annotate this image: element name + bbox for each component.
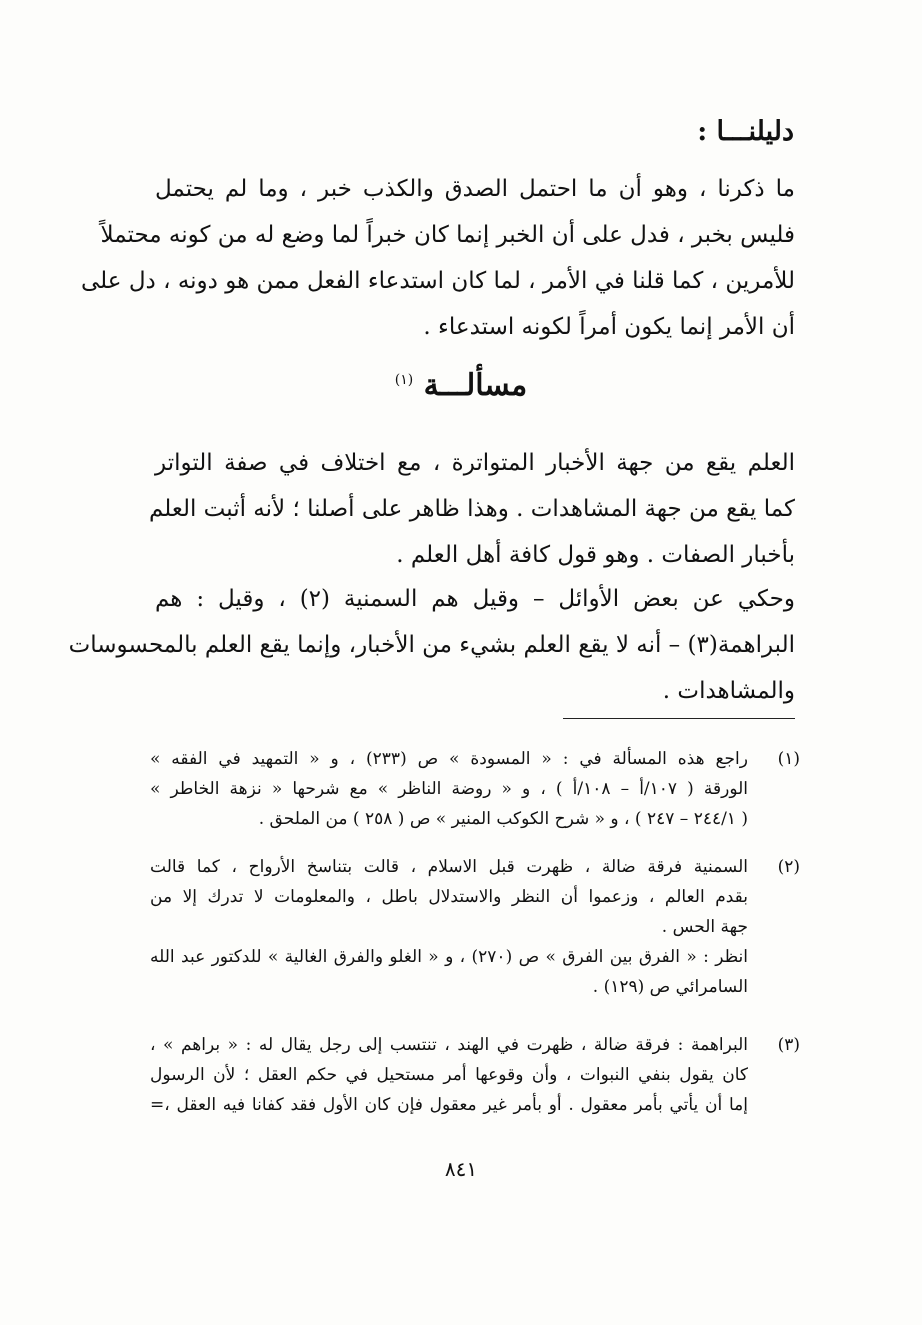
footnote-line: البراهمة : فرقة ضالة ، ظهرت في الهند ، تنتسب إلى رجل يقال له : « براهم » ،	[150, 1035, 748, 1055]
footnote-number: (٣)	[777, 1035, 800, 1055]
footnote-2	[150, 852, 800, 1002]
footnote-line: الورقة ( ١٠٧/أ – ١٠٨/أ ) ، و « روضة الناظر » مع شرحها « نزهة الخاطر »	[150, 779, 749, 799]
footnote-line: السامرائي ص (١٢٩) .	[592, 977, 748, 997]
text-line: للأمرين ، كما قلنا في الأمر ، لما كان استدعاء الفعل ممن هو دونه ، دل على	[81, 268, 795, 294]
text-line: ما ذكرنا ، وهو أن ما احتمل الصدق والكذب خبر ، وما لم يحتمل	[155, 176, 795, 202]
opinions-paragraph	[68, 576, 795, 714]
footnote-3	[150, 1030, 800, 1120]
evidence-paragraph	[81, 166, 795, 350]
footnote-line: كان يقول بنفي النبوات ، وأن وقوعها أمر مستحيل في حكم العقل ؛ لأن الرسول	[150, 1065, 748, 1085]
text-line: فليس بخبر ، فدل على أن الخبر إنما كان خبراً لما وضع له من كونه محتملاً	[100, 222, 795, 248]
footnote-1	[150, 744, 800, 834]
text-line: وحكي عن بعض الأوائل – وقيل هم السمنية (٢) ، وقيل : هم	[155, 586, 795, 612]
evidence-heading: دليلنـــا :	[697, 116, 794, 147]
text-line: البراهمة(٣) – أنه لا يقع العلم بشيء من الأخبار، وإنما يقع العلم بالمحسوسات	[68, 632, 795, 658]
text-line: والمشاهدات .	[662, 678, 795, 704]
text-line: كما يقع من جهة المشاهدات . وهذا ظاهر على أصلنا ؛ لأنه أثبت العلم	[148, 496, 795, 522]
issue-paragraph	[148, 440, 795, 578]
footnote-line: ( ٢٤٤/١ – ٢٤٧ ) ، و « شرح الكوكب المنير » ص ( ٢٥٨ ) من الملحق .	[258, 809, 748, 829]
text-line: العلم يقع من جهة الأخبار المتواترة ، مع اختلاف في صفة التواتر	[155, 450, 795, 476]
footnote-number: (٢)	[777, 857, 800, 877]
footnote-line: بقدم العالم ، وزعموا أن النظر والاستدلال باطل ، والمعلومات لا تدرك إلا من	[150, 887, 748, 907]
footnote-line: إما أن يأتي بأمر معقول . أو بأمر غير معقول فإن كان الأول فقد كفانا فيه العقل ،=	[150, 1095, 748, 1115]
footnote-line: السمنية فرقة ضالة ، ظهرت قبل الاسلام ، قالت بتناسخ الأرواح ، كما قالت	[150, 857, 748, 877]
footnote-line: راجع هذه المسألة في : « المسودة » ص (٢٣٣) ، و « التمهيد في الفقه »	[150, 749, 748, 769]
footnote-ref: (١)	[394, 372, 414, 388]
page-number: ٨٤١	[444, 1157, 478, 1181]
section-title	[0, 368, 922, 403]
footnote-line: انظر : « الفرق بين الفرق » ص (٢٧٠) ، و « الغلو والفرق الغالية » للدكتور عبد الله	[150, 947, 748, 967]
footnote-line: جهة الحس .	[661, 917, 748, 937]
footnote-number: (١)	[777, 749, 800, 769]
section-title-text: مسألـــة	[423, 368, 528, 403]
text-line: أن الأمر إنما يكون أمراً لكونه استدعاء .	[423, 314, 795, 340]
footnote-separator	[563, 718, 795, 719]
text-line: بأخبار الصفات . وهو قول كافة أهل العلم .	[396, 542, 795, 568]
